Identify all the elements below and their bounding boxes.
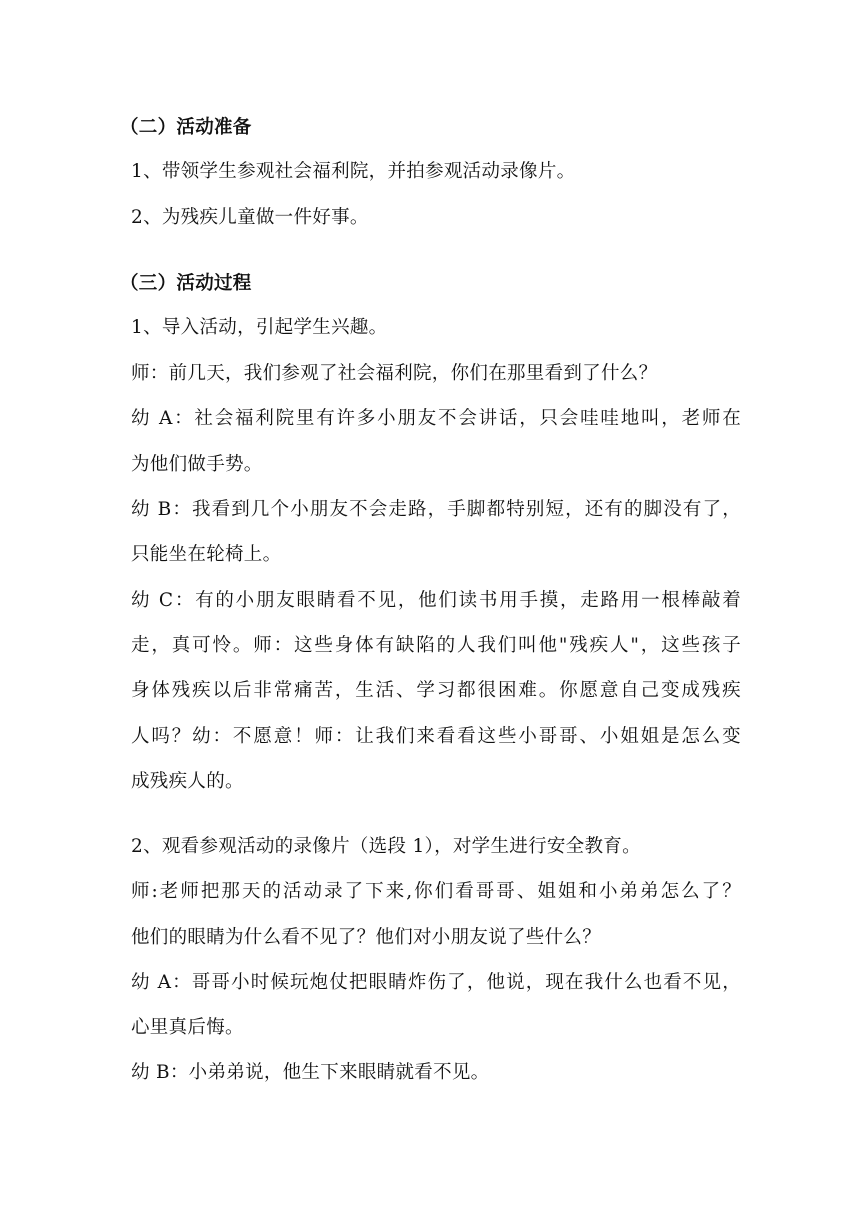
paragraph-line: 走，真可怜。师：这些身体有缺陷的人我们叫他"残疾人"，这些孩子 (131, 635, 741, 656)
paragraph-line: 幼 A：社会福利院里有许多小朋友不会讲话，只会哇哇地叫，老师在 (131, 408, 741, 429)
preparation-item-2: 2、为残疾儿童做一件好事。 (131, 207, 369, 228)
paragraph-line: 师:老师把那天的活动录了下来,你们看哥哥、姐姐和小弟弟怎么了？ (131, 881, 741, 902)
paragraph-line: 幼 B：我看到几个小朋友不会走路，手脚都特别短，还有的脚没有了， (131, 499, 741, 520)
paragraph-line: 身体残疾以后非常痛苦，生活、学习都很困难。你愿意自己变成残疾 (131, 680, 741, 701)
preparation-item-1: 1、带领学生参观社会福利院，并拍参观活动录像片。 (131, 161, 576, 182)
paragraph-line: 师：前几天，我们参观了社会福利院，你们在那里看到了什么？ (131, 363, 658, 384)
paragraph-line: 心里真后悔。 (131, 1017, 244, 1038)
paragraph-line: 幼 A：哥哥小时候玩炮仗把眼睛炸伤了，他说，现在我什么也看不见， (131, 972, 741, 993)
section-heading-process: （三）活动过程 (120, 273, 252, 294)
paragraph-line: 他们的眼睛为什么看不见了？他们对小朋友说了些什么？ (131, 927, 602, 948)
section-heading-preparation: （二）活动准备 (120, 117, 252, 138)
paragraph-line: 只能坐在轮椅上。 (131, 544, 282, 565)
process-step-1: 1、导入活动，引起学生兴趣。 (131, 317, 388, 338)
paragraph-line: 为他们做手势。 (131, 454, 263, 475)
process-step-2: 2、观看参观活动的录像片（选段 1），对学生进行安全教育。 (131, 836, 641, 857)
paragraph-line: 人吗？幼：不愿意！师：让我们来看看这些小哥哥、小姐姐是怎么变 (131, 726, 741, 747)
paragraph-line: 幼 B：小弟弟说，他生下来眼睛就看不见。 (131, 1062, 490, 1083)
paragraph-line: 幼 C：有的小朋友眼睛看不见，他们读书用手摸，走路用一根棒敲着 (131, 590, 741, 611)
paragraph-line: 成残疾人的。 (131, 771, 244, 792)
